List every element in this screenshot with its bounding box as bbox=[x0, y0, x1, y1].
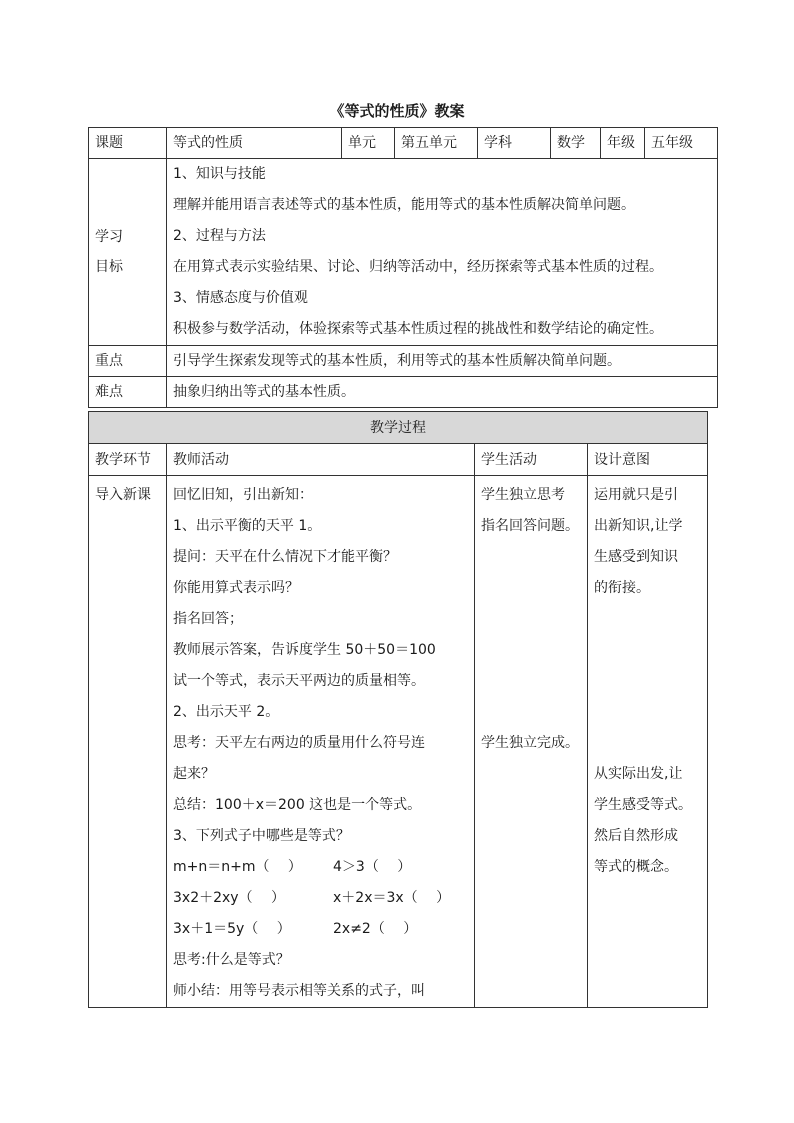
expression-row bbox=[173, 883, 468, 914]
expression-item: 3x2＋2xy（ ） bbox=[173, 890, 286, 906]
intent-line: 生感受到知识 bbox=[594, 549, 678, 565]
objectives-label-line2: 目标 bbox=[95, 259, 123, 275]
teacher-line: 3、下列式子中哪些是等式？ bbox=[173, 828, 350, 844]
objective-line: 2、过程与方法 bbox=[173, 228, 266, 244]
intent-line: 从实际出发,让 bbox=[594, 766, 683, 782]
subject-label: 学科 bbox=[478, 128, 551, 159]
student-line bbox=[481, 573, 581, 604]
intent-line bbox=[594, 697, 701, 728]
teacher-line: 1、出示平衡的天平 1。 bbox=[173, 518, 322, 534]
expression-item: 2x≠2（ ） bbox=[333, 921, 418, 937]
expression-item: 3x＋1＝5y（ ） bbox=[173, 921, 291, 937]
intent-line: 然后自然形成 bbox=[594, 828, 678, 844]
teacher-line: 你能用算式表示吗？ bbox=[173, 580, 299, 596]
grade-label: 年级 bbox=[601, 128, 645, 159]
objectives-row bbox=[89, 159, 718, 346]
teacher-line: 总结：100＋x＝200 这也是一个等式。 bbox=[173, 797, 422, 813]
student-line: 指名回答问题。 bbox=[481, 518, 579, 534]
design-intent-cell bbox=[588, 476, 708, 1008]
expression-row bbox=[173, 852, 468, 883]
intent-line: 等式的概念。 bbox=[594, 859, 678, 875]
student-line bbox=[481, 697, 581, 728]
intent-line bbox=[594, 604, 701, 635]
key-point-row bbox=[89, 346, 718, 377]
unit-value: 第五单元 bbox=[395, 128, 478, 159]
teacher-line: 指名回答； bbox=[173, 611, 243, 627]
intent-line: 出新知识,让学 bbox=[594, 518, 683, 534]
objectives-content bbox=[167, 159, 718, 346]
grade-value: 五年级 bbox=[645, 128, 718, 159]
teacher-line: 试一个等式，表示天平两边的质量相等。 bbox=[173, 673, 425, 689]
teacher-line: 师小结：用等号表示相等关系的式子，叫 bbox=[173, 983, 425, 999]
student-line bbox=[481, 604, 581, 635]
teacher-line: 思考：天平左右两边的质量用什么符号连 bbox=[173, 735, 425, 751]
expression-item: x＋2x＝3x（ ） bbox=[333, 890, 451, 906]
document-title: 《等式的性质》教案 bbox=[329, 102, 465, 120]
process-banner-row bbox=[89, 412, 708, 444]
lesson-info-table bbox=[88, 127, 718, 408]
intent-line: 学生感受等式。 bbox=[594, 797, 692, 813]
process-banner: 教学过程 bbox=[89, 412, 708, 444]
teacher-line: 提问：天平在什么情况下才能平衡？ bbox=[173, 549, 397, 565]
difficulty-row bbox=[89, 377, 718, 408]
intent-line bbox=[594, 728, 701, 759]
teaching-process-table bbox=[88, 411, 708, 1008]
teacher-line: 教师展示答案，告诉度学生 50＋50＝100 bbox=[173, 642, 436, 658]
stage-cell bbox=[89, 476, 167, 1008]
objectives-label-line1: 学习 bbox=[95, 229, 123, 245]
objective-line: 在用算式表示实验结果、讨论、归纳等活动中，经历探索等式基本性质的过程。 bbox=[173, 259, 663, 275]
header-intent: 设计意图 bbox=[588, 444, 708, 476]
teacher-line: 起来？ bbox=[173, 766, 215, 782]
expression-item: m+n＝n+m（ ） bbox=[173, 859, 302, 875]
intent-line: 的衔接。 bbox=[594, 580, 650, 596]
student-line bbox=[481, 635, 581, 666]
unit-label: 单元 bbox=[342, 128, 395, 159]
header-student: 学生活动 bbox=[475, 444, 588, 476]
objective-line: 3、情感态度与价值观 bbox=[173, 290, 308, 306]
header-stage: 教学环节 bbox=[89, 444, 167, 476]
stage-label: 导入新课 bbox=[95, 487, 151, 503]
student-line: 学生独立完成。 bbox=[481, 735, 579, 751]
intent-line: 运用就只是引 bbox=[594, 487, 678, 503]
student-line bbox=[481, 542, 581, 573]
student-line: 学生独立思考 bbox=[481, 487, 565, 503]
expression-item: 4＞3（ ） bbox=[333, 859, 412, 875]
difficulty-label: 难点 bbox=[89, 377, 167, 408]
topic-value: 等式的性质 bbox=[167, 128, 342, 159]
student-activity-cell bbox=[475, 476, 588, 1008]
info-row bbox=[89, 128, 718, 159]
intent-line bbox=[594, 635, 701, 666]
process-content-row bbox=[89, 476, 708, 1008]
objective-line: 1、知识与技能 bbox=[173, 166, 266, 182]
expression-row bbox=[173, 914, 468, 945]
objective-line: 积极参与数学活动，体验探索等式基本性质过程的挑战性和数学结论的确定性。 bbox=[173, 321, 663, 337]
difficulty-text: 抽象归纳出等式的基本性质。 bbox=[167, 377, 718, 408]
intent-line bbox=[594, 666, 701, 697]
teacher-activity-cell bbox=[167, 476, 475, 1008]
topic-label: 课题 bbox=[89, 128, 167, 159]
subject-value: 数学 bbox=[551, 128, 601, 159]
teacher-line: 回忆旧知，引出新知： bbox=[173, 487, 313, 503]
key-point-text: 引导学生探索发现等式的基本性质，利用等式的基本性质解决简单问题。 bbox=[167, 346, 718, 377]
teacher-line: 2、出示天平 2。 bbox=[173, 704, 280, 720]
key-point-label: 重点 bbox=[89, 346, 167, 377]
process-header-row bbox=[89, 444, 708, 476]
objective-line: 理解并能用语言表述等式的基本性质，能用等式的基本性质解决简单问题。 bbox=[173, 197, 635, 213]
teacher-line: 思考:什么是等式？ bbox=[173, 952, 290, 968]
header-teacher: 教师活动 bbox=[167, 444, 475, 476]
student-line bbox=[481, 666, 581, 697]
objectives-label bbox=[89, 159, 167, 346]
